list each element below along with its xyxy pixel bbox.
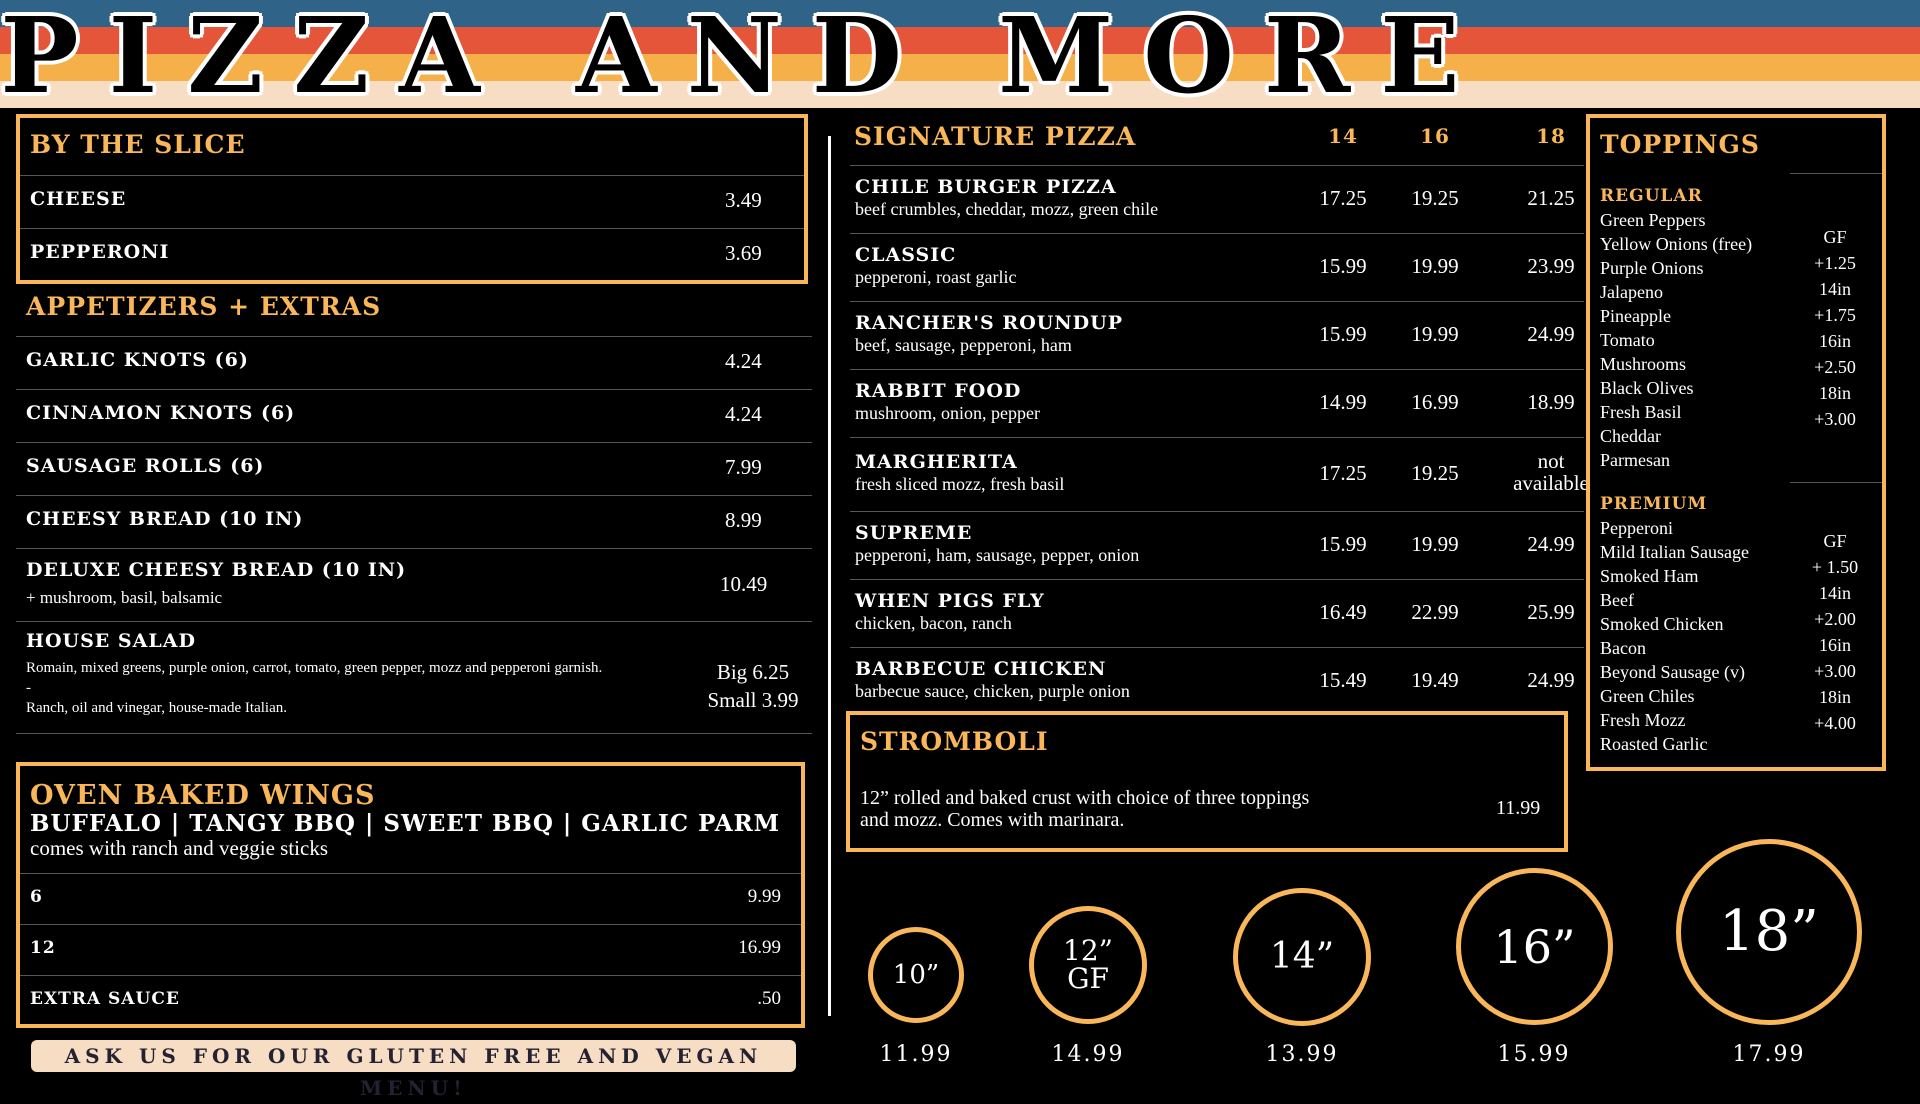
- pizza-row: [850, 233, 1584, 301]
- premium-price-line: + 1.50: [1811, 557, 1859, 577]
- pizza-name: BARBECUE CHICKEN: [855, 658, 1107, 680]
- pizza-price-16: 19.49: [1411, 668, 1459, 692]
- pizza-price-16: 22.99: [1411, 600, 1459, 624]
- regular-price-line: 14in: [1818, 279, 1851, 299]
- size-circle-18: [1676, 839, 1862, 1025]
- appetizers-section: [16, 288, 812, 752]
- premium-price-line: +4.00: [1814, 713, 1856, 733]
- appetizer-row: [16, 389, 812, 442]
- topping-item: Fresh Mozz: [1600, 710, 1686, 730]
- pizza-desc: pepperoni, ham, sausage, pepper, onion: [855, 545, 1140, 565]
- size-price: 17.99: [1732, 1042, 1806, 1067]
- pizza-name: MARGHERITA: [855, 451, 1018, 473]
- pizza-price-18: 25.99: [1527, 600, 1575, 624]
- pizza-desc: beef, sausage, pepperoni, ham: [855, 335, 1072, 355]
- pizza-price-16: 19.99: [1411, 322, 1459, 346]
- pizza-price-16: 19.25: [1411, 186, 1459, 210]
- appetizers-heading: APPETIZERS + EXTRAS: [26, 292, 382, 321]
- toppings-divider: [1790, 173, 1882, 174]
- stromboli-desc: [860, 787, 1309, 831]
- pizza-price-16: 19.99: [1411, 254, 1459, 278]
- size-label-gf: GF: [1067, 962, 1109, 995]
- pizza-row: [850, 301, 1584, 369]
- house-salad-desc-line: Ranch, oil and vinegar, house-made Italian.: [26, 700, 287, 716]
- wings-note: comes with ranch and veggie sticks: [30, 836, 328, 860]
- size-label: 18”: [1719, 899, 1819, 964]
- premium-toppings-list: [1600, 516, 1749, 756]
- topping-item: Pineapple: [1600, 306, 1671, 326]
- wings-heading: OVEN BAKED WINGS: [30, 780, 376, 811]
- regular-prices: [1800, 224, 1870, 432]
- appetizer-price: 4.24: [725, 349, 762, 373]
- stromboli-desc-line: and mozz. Comes with marinara.: [860, 809, 1125, 831]
- topping-item: Green Chiles: [1600, 686, 1695, 706]
- size-label: 12”: [1063, 934, 1113, 967]
- pizza-name: SUPREME: [855, 522, 973, 544]
- slice-item-price: 3.49: [725, 188, 762, 212]
- pizza-price-18: 24.99: [1527, 668, 1575, 692]
- pizza-desc: barbecue sauce, chicken, purple onion: [855, 681, 1130, 701]
- size-circle-12-gf: [1029, 906, 1147, 1024]
- appetizer-name: HOUSE SALAD: [26, 630, 196, 652]
- topping-item: Smoked Chicken: [1600, 614, 1724, 634]
- premium-prices: [1800, 528, 1870, 736]
- topping-item: Jalapeno: [1600, 282, 1663, 302]
- signature-pizza-section: [850, 118, 1589, 706]
- regular-price-line: +1.75: [1814, 305, 1856, 325]
- size-price: 11.99: [879, 1042, 953, 1067]
- size-header-16: 16: [1420, 124, 1450, 148]
- pizza-desc: fresh sliced mozz, fresh basil: [855, 474, 1065, 494]
- size-label: 10”: [892, 960, 940, 990]
- appetizer-name: CHEESY BREAD (10 IN): [26, 508, 304, 530]
- premium-price-line: +3.00: [1814, 661, 1856, 681]
- appetizer-price: 4.24: [725, 402, 762, 426]
- wings-row: [20, 873, 801, 924]
- toppings-divider: [1790, 482, 1882, 483]
- pizza-desc: beef crumbles, cheddar, mozz, green chile: [855, 199, 1159, 219]
- pizza-row: [850, 579, 1584, 647]
- pizza-price-18: 18.99: [1527, 390, 1575, 414]
- premium-price-line: +2.00: [1814, 609, 1856, 629]
- topping-item: Beyond Sausage (v): [1600, 662, 1745, 682]
- pizza-desc: chicken, bacon, ranch: [855, 613, 1012, 633]
- appetizer-price: 10.49: [720, 572, 768, 596]
- premium-price-line: 14in: [1818, 583, 1851, 603]
- size-label: 16”: [1493, 919, 1576, 974]
- regular-toppings-list: [1600, 208, 1752, 472]
- column-divider: [828, 136, 831, 1016]
- wings-row: [20, 924, 801, 975]
- topping-item: Roasted Garlic: [1600, 734, 1708, 754]
- pizza-name: CLASSIC: [855, 244, 957, 266]
- regular-price-line: +1.25: [1814, 253, 1856, 273]
- house-salad-price-small: Small 3.99: [707, 688, 799, 712]
- topping-item: Purple Onions: [1600, 258, 1704, 278]
- house-salad-prices: [698, 658, 808, 714]
- topping-item: Black Olives: [1600, 378, 1694, 398]
- pizza-row: [850, 165, 1584, 233]
- pizza-row: [850, 511, 1584, 579]
- unavailable-line: available: [1513, 471, 1589, 495]
- appetizer-row: [16, 548, 812, 621]
- topping-item: Mild Italian Sausage: [1600, 542, 1749, 562]
- size-price: 13.99: [1265, 1042, 1339, 1067]
- wings-item-name: EXTRA SAUCE: [30, 989, 180, 1009]
- regular-price-line: +2.50: [1814, 357, 1856, 377]
- house-salad-desc-line: -: [26, 680, 31, 696]
- by-the-slice-heading: BY THE SLICE: [30, 130, 246, 159]
- wings-item-price: 16.99: [738, 937, 781, 958]
- toppings-box: [1586, 114, 1886, 771]
- pizza-price-14: 17.25: [1319, 186, 1367, 210]
- stromboli-box: [846, 711, 1568, 852]
- appetizer-price: 8.99: [725, 508, 762, 532]
- pizza-desc: pepperoni, roast garlic: [855, 267, 1017, 287]
- wings-item-price: 9.99: [747, 886, 781, 907]
- pizza-price-14: 16.49: [1319, 600, 1367, 624]
- regular-price-line: +3.00: [1814, 409, 1856, 429]
- topping-item: Beef: [1600, 590, 1634, 610]
- pizza-name: CHILE BURGER PIZZA: [855, 176, 1117, 198]
- slice-item-name: CHEESE: [30, 188, 127, 210]
- wings-item-name: 12: [30, 938, 56, 958]
- appetizer-row: [16, 442, 812, 495]
- house-salad-desc-line: Romain, mixed greens, purple onion, carrot, tomato, green pepper, mozz and pepperoni garnish.: [26, 660, 603, 676]
- regular-price-line: 16in: [1818, 331, 1851, 351]
- size-header-14: 14: [1328, 124, 1358, 148]
- premium-price-line: 18in: [1818, 687, 1851, 707]
- pizza-price-14: 15.99: [1319, 322, 1367, 346]
- stromboli-desc-line: 12” rolled and baked crust with choice of three toppings: [860, 787, 1310, 809]
- appetizer-name: GARLIC KNOTS (6): [26, 349, 249, 371]
- pizza-price-14: 14.99: [1319, 390, 1367, 414]
- slice-row: [20, 175, 804, 227]
- house-salad-desc: [26, 658, 686, 718]
- by-the-slice-box: [16, 114, 808, 284]
- signature-heading: SIGNATURE PIZZA: [854, 122, 1137, 151]
- unavailable-line: not: [1537, 449, 1565, 473]
- size-circle-10: [868, 927, 964, 1023]
- size-price: 14.99: [1051, 1042, 1125, 1067]
- pizza-price-18: 24.99: [1527, 532, 1575, 556]
- topping-item: Fresh Basil: [1600, 402, 1682, 422]
- pizza-desc: mushroom, onion, pepper: [855, 403, 1040, 423]
- size-label: 14”: [1269, 936, 1335, 977]
- pizza-price-14: 17.25: [1319, 461, 1367, 485]
- appetizer-row: [16, 621, 812, 734]
- topping-item: Cheddar: [1600, 426, 1661, 446]
- pizza-price-14: 15.99: [1319, 532, 1367, 556]
- stromboli-price: 11.99: [1496, 797, 1541, 819]
- appetizer-row: [16, 495, 812, 548]
- appetizer-name: CINNAMON KNOTS (6): [26, 402, 296, 424]
- pizza-row: [850, 437, 1589, 511]
- slice-item-price: 3.69: [725, 241, 762, 265]
- appetizer-row: [16, 336, 812, 389]
- topping-item: Bacon: [1600, 638, 1646, 658]
- pizza-price-18: 23.99: [1527, 254, 1575, 278]
- gluten-free-banner: ASK US FOR OUR GLUTEN FREE AND VEGAN MENU!: [31, 1040, 796, 1072]
- slice-row: [20, 228, 804, 280]
- pizza-row: [850, 647, 1584, 706]
- premium-price-line: GF: [1823, 531, 1847, 551]
- regular-price-line: 18in: [1818, 383, 1851, 403]
- appetizer-name: DELUXE CHEESY BREAD (10 IN): [26, 559, 407, 581]
- premium-price-line: 16in: [1818, 635, 1851, 655]
- toppings-heading: TOPPINGS: [1600, 130, 1760, 159]
- house-salad-price-big: Big 6.25: [716, 660, 790, 684]
- appetizer-desc: + mushroom, basil, balsamic: [26, 588, 223, 607]
- pizza-price-16: 19.25: [1411, 461, 1459, 485]
- topping-item: Yellow Onions (free): [1600, 234, 1753, 254]
- pizza-row: [850, 369, 1584, 437]
- pizza-price-16: 19.99: [1411, 532, 1459, 556]
- regular-price-line: GF: [1823, 227, 1847, 247]
- size-price: 15.99: [1497, 1042, 1571, 1067]
- oven-baked-wings-box: [16, 762, 805, 1028]
- pizza-price-18: 24.99: [1527, 322, 1575, 346]
- pizza-price-14: 15.99: [1319, 254, 1367, 278]
- wings-item-price: .50: [757, 988, 781, 1009]
- appetizer-name: SAUSAGE ROLLS (6): [26, 455, 265, 477]
- topping-item: Smoked Ham: [1600, 566, 1699, 586]
- wings-item-name: 6: [30, 887, 43, 907]
- pizza-name: RABBIT FOOD: [855, 380, 1022, 402]
- size-circle-16: [1456, 868, 1613, 1025]
- appetizer-price: 7.99: [725, 455, 762, 479]
- pizza-name: RANCHER'S ROUNDUP: [855, 312, 1124, 334]
- pizza-price-18: 21.25: [1527, 186, 1575, 210]
- slice-item-name: PEPPERONI: [30, 241, 170, 263]
- regular-heading: REGULAR: [1600, 186, 1703, 206]
- topping-item: Green Peppers: [1600, 210, 1706, 230]
- wings-flavors: BUFFALO | TANGY BBQ | SWEET BBQ | GARLIC PARM: [30, 810, 781, 837]
- pizza-price-14: 15.49: [1319, 668, 1367, 692]
- topping-item: Pepperoni: [1600, 518, 1673, 538]
- topping-item: Tomato: [1600, 330, 1655, 350]
- page-title: PIZZA AND MORE: [0, 0, 1490, 117]
- pizza-name: WHEN PIGS FLY: [855, 590, 1045, 612]
- wings-row: [20, 975, 801, 1026]
- topping-item: Mushrooms: [1600, 354, 1687, 374]
- size-header-18: 18: [1536, 124, 1566, 148]
- pizza-price-16: 16.99: [1411, 390, 1459, 414]
- stromboli-heading: STROMBOLI: [860, 727, 1049, 756]
- premium-heading: PREMIUM: [1600, 494, 1708, 514]
- topping-item: Parmesan: [1600, 450, 1670, 470]
- size-circle-14: [1233, 888, 1371, 1026]
